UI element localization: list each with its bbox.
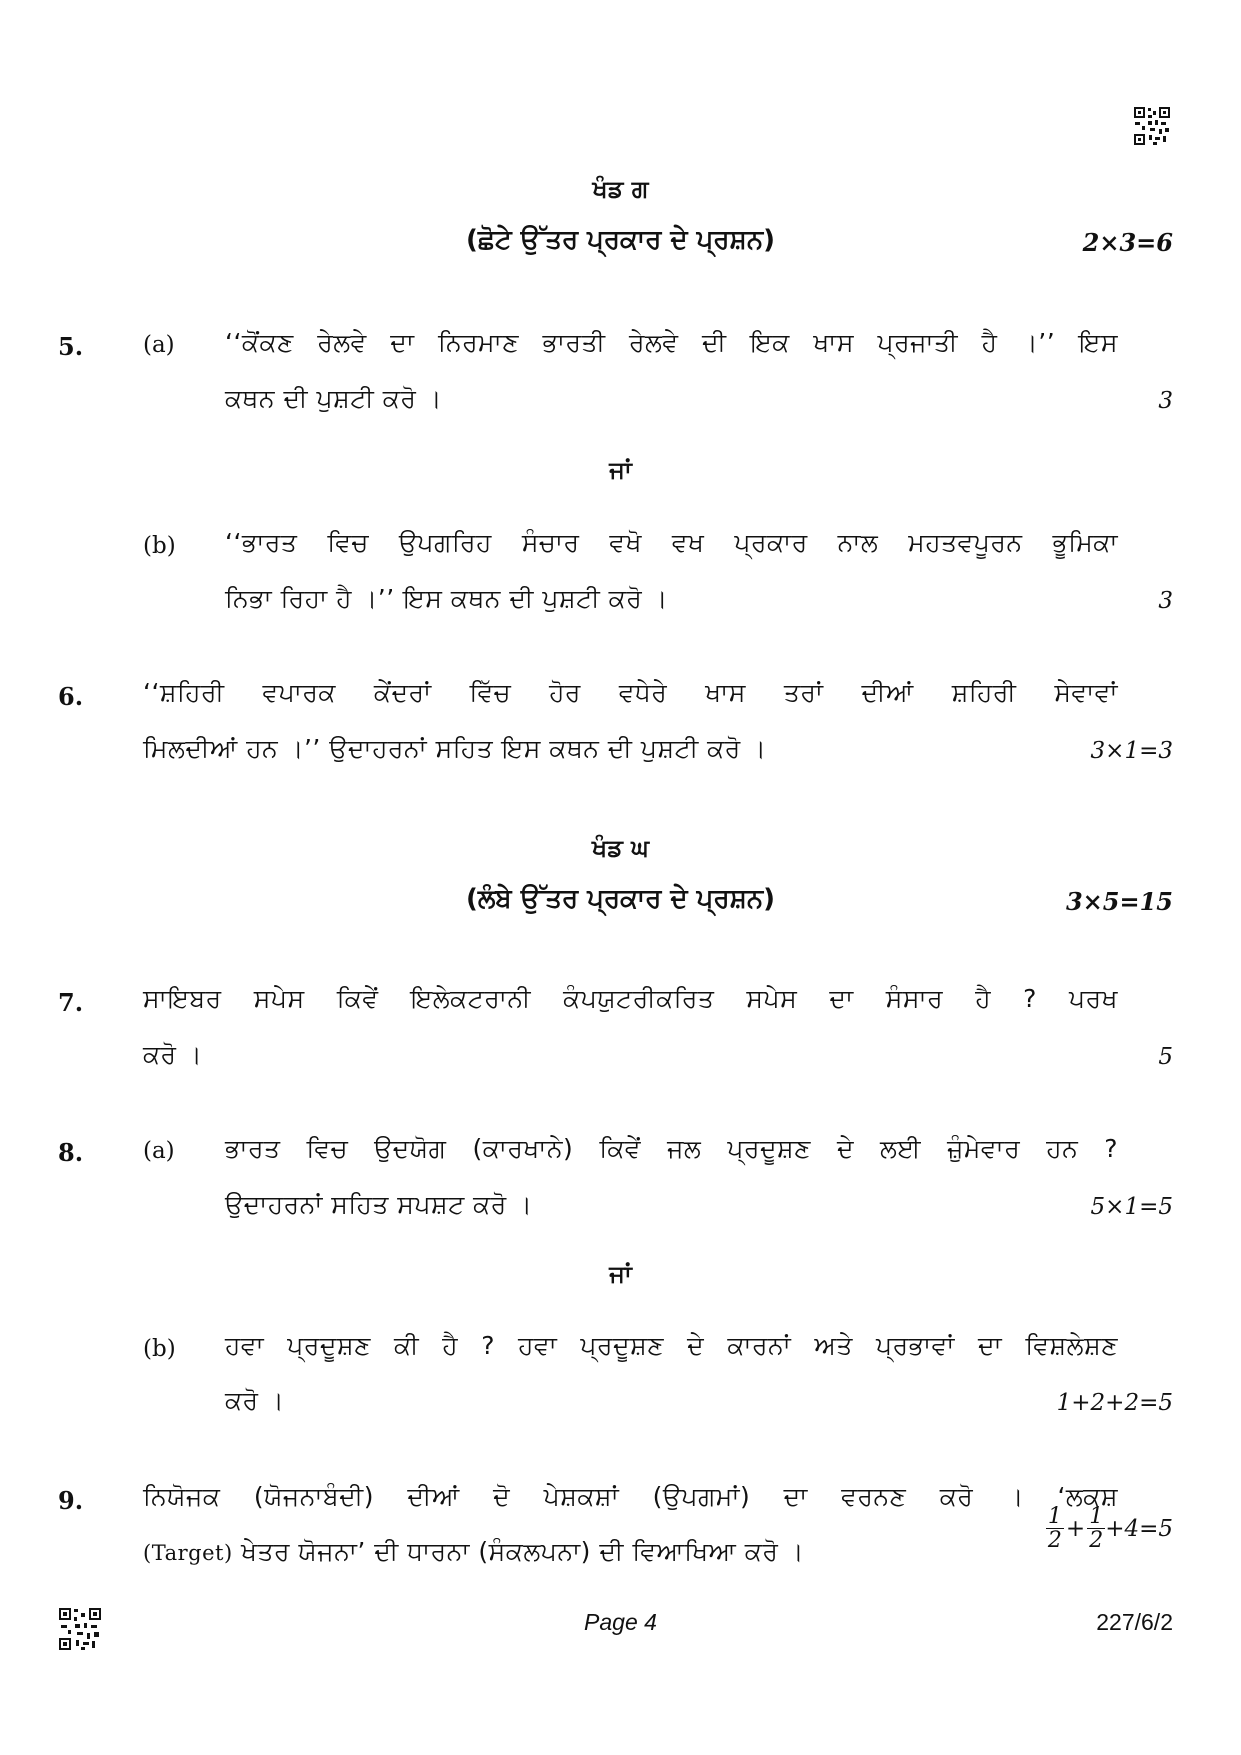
- question-9-marks-rest: +4=5: [1105, 1515, 1173, 1542]
- question-8a-label: (a): [143, 1138, 175, 1164]
- question-6-line-2: ਮਿਲਦੀਆਂ ਹਨ ।’’ ਉਦਾਹਰਨਾਂ ਸਹਿਤ ਇਸ ਕਥਨ ਦੀ ਪੁਸ਼ਟੀ ਕਰੋ ।: [143, 734, 767, 763]
- question-8a-line-2: ਉਦਾਹਰਨਾਂ ਸਹਿਤ ਸਪਸ਼ਟ ਕਰੋ ।: [225, 1190, 533, 1219]
- question-8a-marks: 5×1=5: [1090, 1194, 1173, 1220]
- question-9-marks: [1046, 1505, 1173, 1552]
- question-5b-line-1: ‘‘ਭਾਰਤ ਵਿਚ ਉਪਗਰਿਹ ਸੰਚਾਰ ਵਖੋ ਵਖ ਪ੍ਰਕਾਰ ਨਾਲ ਮਹਤਵਪੂਰਨ ਭੂਮਿਕਾ: [225, 528, 1118, 557]
- question-7-marks: 5: [1158, 1044, 1173, 1070]
- section-c-marks: 2×3=6: [1082, 228, 1173, 257]
- section-d-title: ਖੰਡ ਘ: [591, 834, 650, 862]
- question-9-line-2: [143, 1537, 804, 1567]
- question-8a-line-1: ਭਾਰਤ ਵਿਚ ਉਦਯੋਗ (ਕਾਰਖਾਨੇ) ਕਿਵੇਂ ਜਲ ਪ੍ਰਦੂਸ਼ਣ ਦੇ ਲਈ ਜ਼ੁੰਮੇਵਾਰ ਹਨ ?: [225, 1134, 1118, 1163]
- question-8b-label: (b): [143, 1336, 176, 1362]
- question-5-or: ਜਾਂ: [609, 456, 632, 484]
- qr-code-icon: [1133, 106, 1171, 146]
- paper-code: 227/6/2: [1096, 1609, 1173, 1635]
- fraction-1-numerator: 1: [1047, 1504, 1062, 1529]
- question-9-fraction-1: [1046, 1505, 1064, 1552]
- question-5a-marks: 3: [1158, 388, 1173, 414]
- section-d-subtitle: (ਲੰਬੇ ਉੱਤਰ ਪ੍ਰਕਾਰ ਦੇ ਪ੍ਰਸ਼ਨ): [465, 884, 776, 914]
- question-6-line-1: ‘‘ਸ਼ਹਿਰੀ ਵਪਾਰਕ ਕੇਂਦਰਾਂ ਵਿੱਚ ਹੋਰ ਵਧੇਰੇ ਖਾਸ ਤਰਾਂ ਦੀਆਂ ਸ਼ਹਿਰੀ ਸੇਵਾਵਾਂ: [143, 678, 1118, 707]
- fraction-1-denominator: 2: [1047, 1528, 1062, 1554]
- question-8-number: 8.: [58, 1138, 84, 1167]
- question-5b-line-2: ਨਿਭਾ ਰਿਹਾ ਹੈ ।’’ ਇਸ ਕਥਨ ਦੀ ਪੁਸ਼ਟੀ ਕਰੋ ।: [225, 584, 669, 613]
- page-number: Page 4: [584, 1609, 657, 1635]
- section-d-marks: 3×5=15: [1065, 887, 1173, 916]
- question-5a-label: (a): [143, 332, 175, 358]
- question-8b-line-1: ਹਵਾ ਪ੍ਰਦੂਸ਼ਣ ਕੀ ਹੈ ? ਹਵਾ ਪ੍ਰਦੂਸ਼ਣ ਦੇ ਕਾਰਨਾਂ ਅਤੇ ਪ੍ਰਭਾਵਾਂ ਦਾ ਵਿਸ਼ਲੇਸ਼ਣ: [225, 1331, 1118, 1360]
- fraction-2-numerator: 1: [1089, 1504, 1104, 1529]
- question-9-line-1: ਨਿਯੋਜਕ (ਯੋਜਨਾਬੰਦੀ) ਦੀਆਂ ਦੋ ਪੇਸ਼ਕਸ਼ਾਂ (ਉਪਗਮਾਂ) ਦਾ ਵਰਨਣ ਕਰੋ । ‘ਲਕਸ਼: [143, 1482, 1118, 1511]
- question-9-fraction-2: [1087, 1505, 1105, 1552]
- question-5-number: 5.: [58, 332, 84, 361]
- question-8b-line-2: ਕਰੋ ।: [225, 1386, 285, 1415]
- section-c-subtitle: (ਛੋਟੇ ਉੱਤਰ ਪ੍ਰਕਾਰ ਦੇ ਪ੍ਰਸ਼ਨ): [466, 225, 775, 255]
- question-9-plus: +: [1065, 1515, 1086, 1542]
- question-6-number: 6.: [58, 682, 84, 711]
- question-5b-label: (b): [143, 533, 176, 559]
- question-8-or: ਜਾਂ: [609, 1260, 632, 1288]
- question-9-target-word: (Target): [143, 1541, 233, 1565]
- question-5a-line-1: ‘‘ਕੋਂਕਣ ਰੇਲਵੇ ਦਾ ਨਿਰਮਾਣ ਭਾਰਤੀ ਰੇਲਵੇ ਦੀ ਇਕ ਖਾਸ ਪ੍ਰਜਾਤੀ ਹੈ ।’’ ਇਸ: [225, 328, 1118, 357]
- question-5a-line-2: ਕਥਨ ਦੀ ਪੁਸ਼ਟੀ ਕਰੋ ।: [225, 384, 443, 413]
- question-8b-marks: 1+2+2=5: [1056, 1390, 1173, 1416]
- question-6-marks: 3×1=3: [1090, 738, 1173, 764]
- question-7-line-1: ਸਾਇਬਰ ਸਪੇਸ ਕਿਵੇਂ ਇਲੇਕਟਰਾਨੀ ਕੰਪਯੁਟਰੀਕਰਿਤ ਸਪੇਸ ਦਾ ਸੰਸਾਰ ਹੈ ? ਪਰਖ: [143, 984, 1118, 1013]
- question-7-number: 7.: [58, 988, 84, 1017]
- question-7-line-2: ਕਰੋ ।: [143, 1040, 203, 1069]
- question-5b-marks: 3: [1158, 588, 1173, 614]
- fraction-2-denominator: 2: [1089, 1528, 1104, 1554]
- question-9-number: 9.: [58, 1486, 84, 1515]
- question-9-line-2-text: ਖੇਤਰ ਯੋਜਨਾ’ ਦੀ ਧਾਰਨਾ (ਸੰਕਲਪਨਾ) ਦੀ ਵਿਆਖਿਆ ਕਰੋ ।: [241, 1537, 805, 1566]
- section-c-title: ਖੰਡ ਗ: [592, 175, 649, 203]
